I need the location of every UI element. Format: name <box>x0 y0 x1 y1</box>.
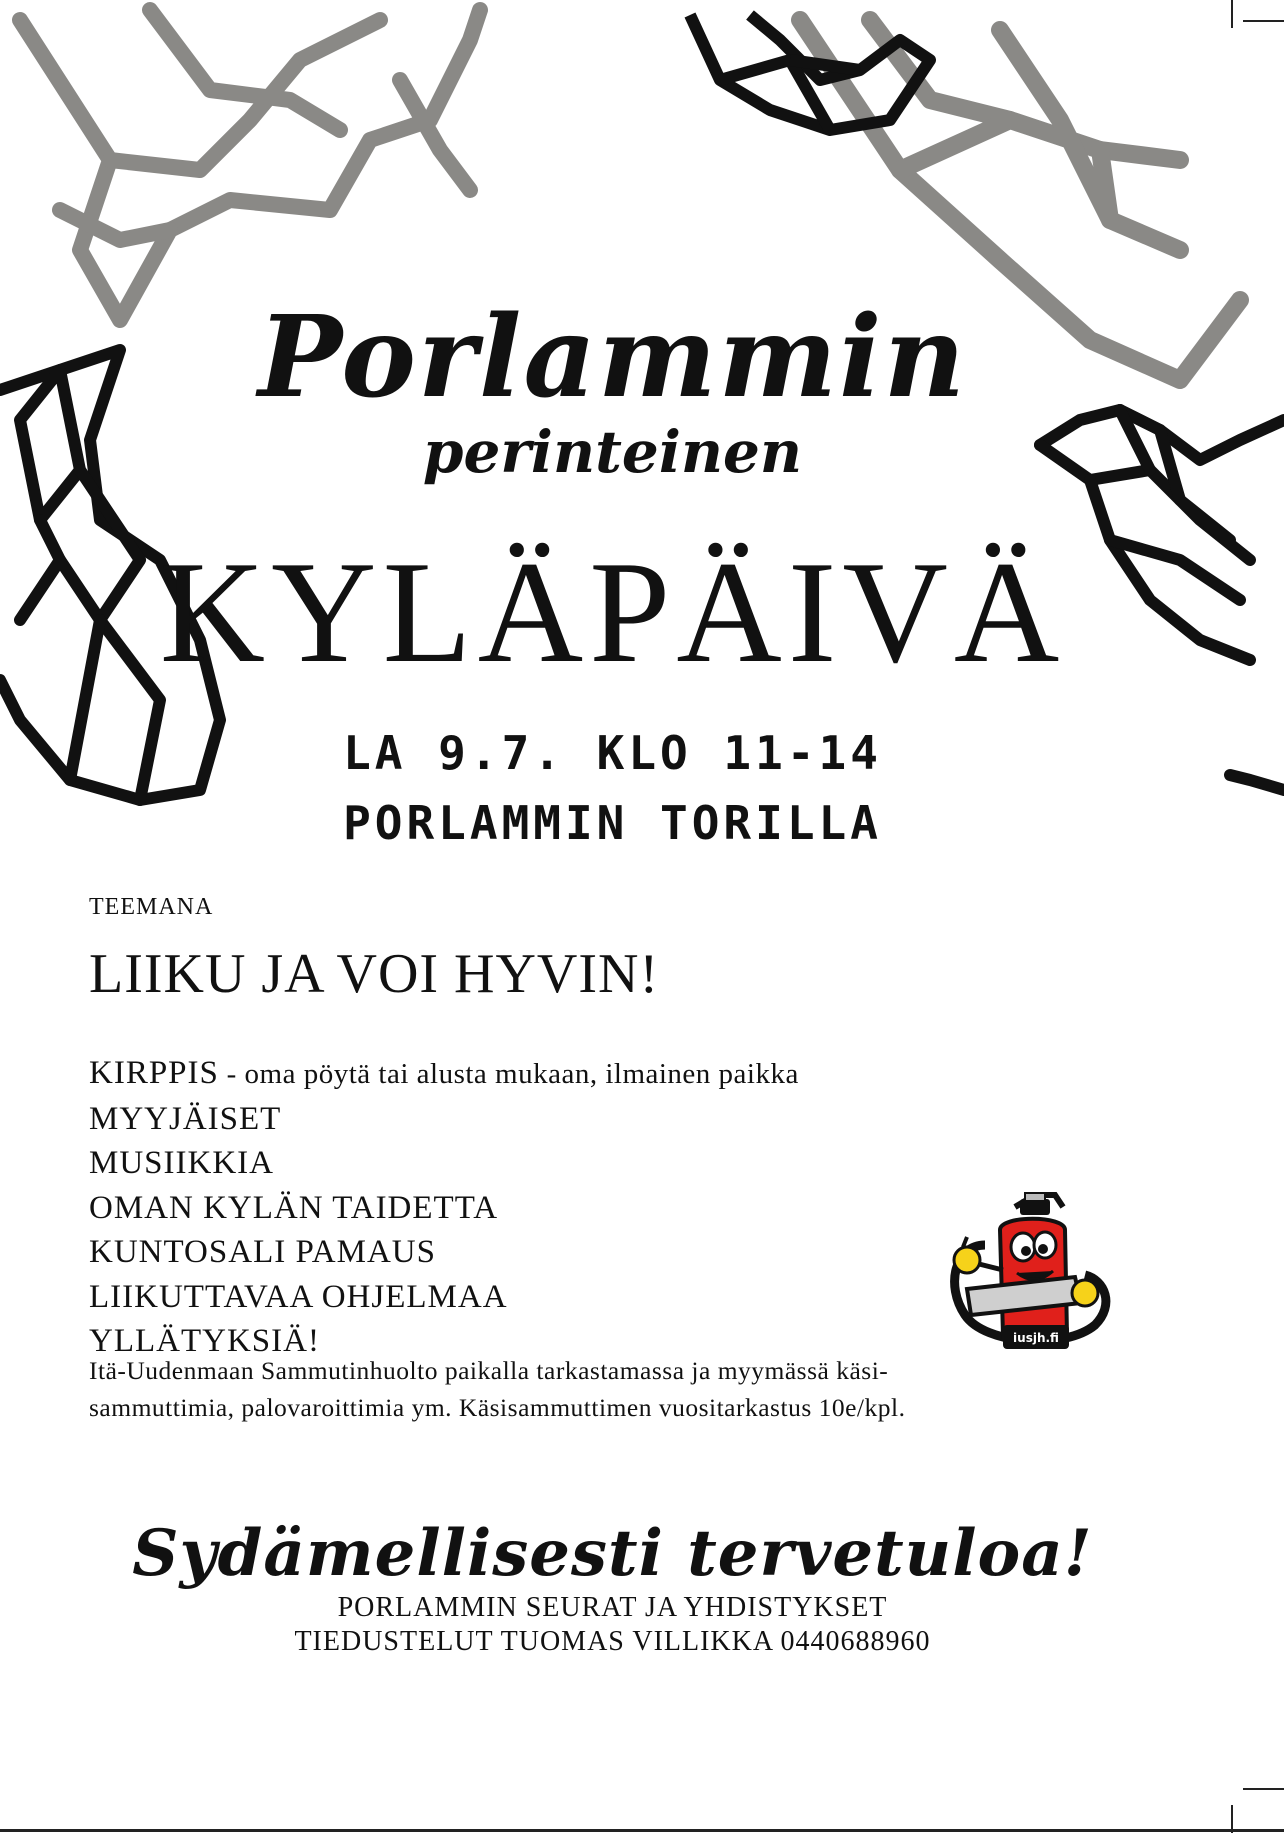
program-item-label: KIRPPIS <box>89 1055 219 1091</box>
event-location: PORLAMMIN TORILLA <box>343 796 882 850</box>
crop-mark <box>1231 0 1233 28</box>
list-item <box>89 1230 799 1275</box>
list-item <box>89 1186 799 1231</box>
program-item-label: MUSIIKKIA <box>89 1145 274 1181</box>
fire-extinguisher-mascot-icon <box>945 1185 1115 1360</box>
program-item-label: MYYJÄISET <box>89 1100 282 1137</box>
program-list <box>89 1051 799 1364</box>
list-item <box>89 1051 799 1097</box>
service-line-1: Itä-Uudenmaan Sammutinhuolto paikalla tarkastamassa ja myymässä käsi- <box>89 1356 889 1385</box>
program-item-label: KUNTOSALI PAMAUS <box>89 1234 436 1270</box>
theme-label: TEEMANA <box>89 894 214 920</box>
crop-mark <box>1243 20 1284 22</box>
list-item <box>89 1275 799 1320</box>
title-porlammin: Porlammin <box>257 292 968 423</box>
program-item-label: OMAN KYLÄN TAIDETTA <box>89 1189 499 1226</box>
page-bottom-rule <box>0 1829 1284 1832</box>
program-item-label: YLLÄTYKSIÄ! <box>89 1323 320 1359</box>
theme-heading: LIIKU JA VOI HYVIN! <box>89 943 660 1005</box>
list-item <box>89 1141 799 1186</box>
welcome-message: Sydämellisesti tervetuloa! <box>132 1516 1093 1591</box>
contact-line: TIEDUSTELUT TUOMAS VILLIKKA 0440688960 <box>294 1626 931 1657</box>
service-line-2: sammuttimia, palovaroittimia ym. Käsisammuttimen vuositarkastus 10e/kpl. <box>89 1393 906 1422</box>
logo-text: iusjh.fi <box>1013 1331 1059 1345</box>
crop-mark <box>1243 1788 1284 1790</box>
title-kylapaiva: KYLÄPÄIVÄ <box>159 531 1066 693</box>
program-item-note: - oma pöytä tai alusta mukaan, ilmainen paikka <box>218 1058 799 1090</box>
list-item <box>89 1097 799 1142</box>
event-date-time: LA 9.7. KLO 11-14 <box>343 726 882 780</box>
gray-bird-top-left <box>20 10 480 320</box>
service-paragraph <box>89 1352 1129 1426</box>
program-item-label: LIIKUTTAVAA OHJELMAA <box>89 1278 508 1315</box>
organizer-line: PORLAMMIN SEURAT JA YHDISTYKSET <box>337 1592 888 1623</box>
title-perinteinen: perinteinen <box>422 418 803 486</box>
